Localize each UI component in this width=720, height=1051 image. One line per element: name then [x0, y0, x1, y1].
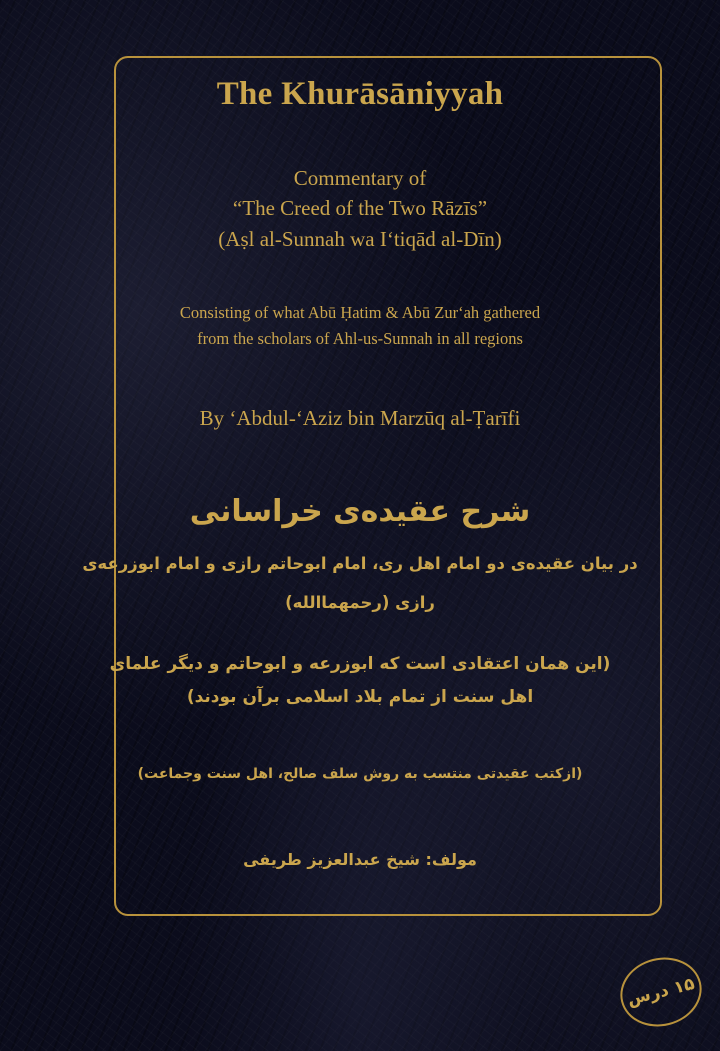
subtitle-line-3: (Aṣl al-Sunnah wa I‘tiqād al-Dīn) [218, 227, 502, 251]
lesson-count-badge [613, 949, 709, 1035]
persian-author-line: مولف: شیخ عبدالعزیز طریفی [243, 850, 477, 869]
persian-description-line-1: (این همان اعتقادی است که ابوزرعه و ابوحاتم و دیگر علمای [109, 654, 611, 674]
persian-series-line: (ازکتب عقیدتی منتسب به روش سلف صالح، اهل سنت وجماعت) [137, 766, 583, 782]
badge-label: ۱۵ درس [625, 973, 697, 1011]
description-line-1: Consisting of what Abū Ḥatim & Abū Zur‘ah gathered [179, 303, 541, 322]
persian-subtitle-line-2: رازی (رحمهماالله) [285, 593, 435, 612]
persian-subtitle-line-1: در بیان عقیده‌ی دو امام اهل ری، امام ابوحاتم رازی و امام ابوزرعه‌ی [82, 554, 638, 573]
persian-title: شرح عقیده‌ی خراسانی [189, 494, 531, 529]
description-line-2: from the scholars of Ahl-us-Sunnah in all regions [197, 329, 523, 348]
book-title: The Khurāsāniyyah [216, 76, 504, 112]
subtitle-line-2: “The Creed of the Two Rāzīs” [232, 196, 488, 220]
persian-description-line-2: اهل سنت از تمام بلاد اسلامی برآن بودند) [186, 687, 534, 707]
author-line: By ‘Abdul-‘Aziz bin Marzūq al-Ṭarīfi [199, 406, 521, 430]
subtitle-line-1: Commentary of [293, 166, 427, 190]
